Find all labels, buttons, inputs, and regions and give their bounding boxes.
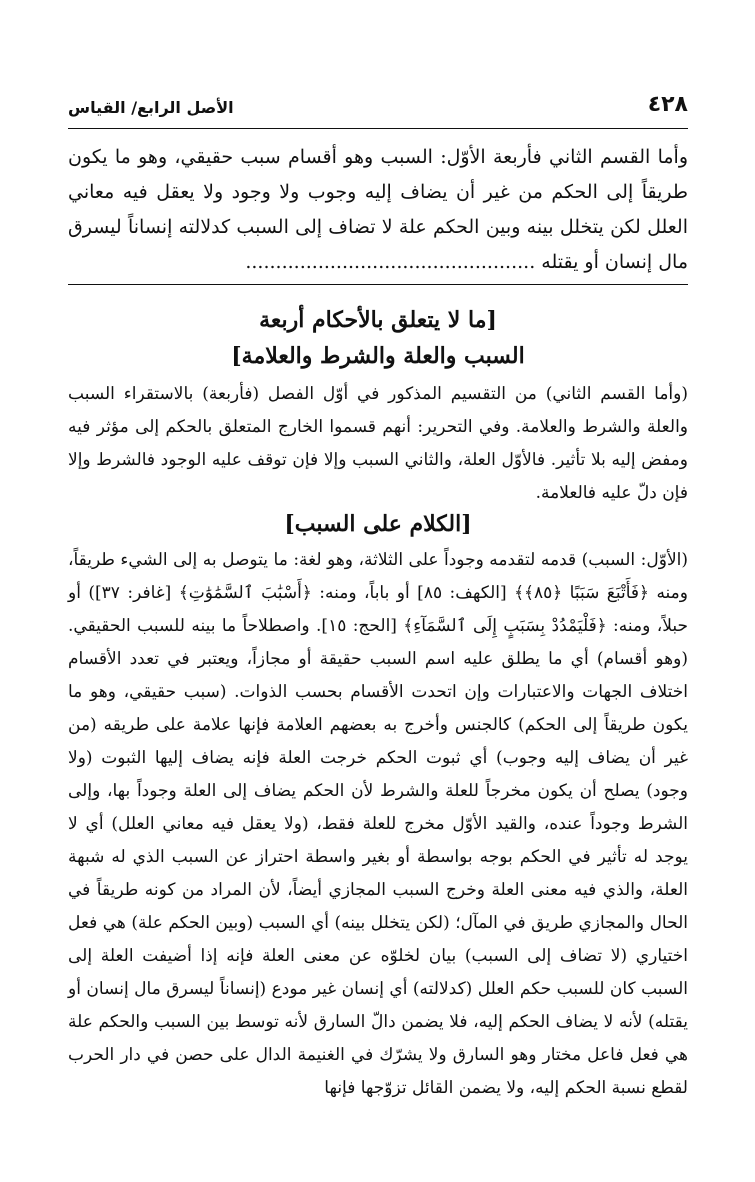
page-number: ٤٢٨: [647, 92, 688, 117]
commentary-paragraph-2: (الأوّل: السبب) قدمه لتقدمه وجوداً على الثلاثة، وهو لغة: ما يتوصل به إلى الشيء طريقاً، ومنه ﴿فَأَتْبَعَ سَبَبًا ﴿٨٥﴾﴾ [الكهف: ٨٥] أو باباً، ومنه: ﴿أَسْبَٰبَ ٱلسَّمَٰوَٰتِ﴾ [غافر: ٣٧]) أو حبلاً، ومنه: ﴿فَلْيَمْدُدْ بِسَبَبٍ إِلَى ٱلسَّمَآءِ﴾ [الحج: ١٥]. واصطلاحاً ما بينه للسبب الحقيقي. (وهو أقسام) أي ما يطلق عليه اسم السبب حقيقة أو مجازاً، ويعتبر في تعدد الأقسام اختلاف الجهات والاعتبارات وإن اتحدت الأقسام بحسب الذوات. (سبب حقيقي، وهو ما يكون طريقاً إلى الحكم) كالجنس وأخرج به بعضهم العلامة فإنها علامة على طريقه (من غير أن يضاف إليه وجوب) أي ثبوت الحكم خرجت العلة فإنه يضاف إليها الثبوت (ولا وجود) يصلح أن يكون مخرجاً للعلة والشرط لأن الحكم يضاف إلى العلة وجوداً بها، وإلى الشرط وجوداً عنده، والقيد الأوّل مخرج للعلة فقط، (ولا يعقل فيه معاني العلل) أي لا يوجد له تأثير في الحكم بوجه بواسطة أو بغير واسطة احتراز عن السبب الذي له شبهة العلة، والذي فيه معنى العلة وخرج السبب المجازي أيضاً، لأن المراد من كونه طريقاً في الحال والمجازي طريق في المآل؛ (لكن يتخلل بينه) أي السبب (وبين الحكم علة) هي فعل اختياري (لا تضاف إلى السبب) بيان لخلوّه عن معنى العلة فإنه إذا أضيفت العلة إلى السبب كان للسبب حكم العلل (كدلالته) أي إنسان غير مودع (إنساناً ليسرق مال إنسان أو يقتله) لأنه لا يضاف الحكم إليه، فلا يضمن دالّ السارق لأنه توسط بين السبب والحكم علة هي فعل فاعل مختار وهو السارق ولا يشرّك في الغنيمة الدال على حصن في دار الحرب لقطع نسبة الحكم إليه، ولا يضمن القائل تزوّجها فإنها: [68, 550, 688, 1098]
section-divider: [68, 284, 688, 287]
commentary-paragraph-1: (وأما القسم الثاني) من التقسيم المذكور في أوّل الفصل (فأربعة) بالاستقراء السبب والعلة والشرط والعلامة. وفي التحرير: أنهم قسموا الخارج المتعلق بالحكم إلى مؤثر فيه ومفض إليه بلا تأثير. فالأوّل العلة، والثاني السبب وإلا فإن توقف عليه الوجود فالشرط وإلا فإن دلّ عليه فالعلامة.: [68, 384, 688, 503]
matn-text: وأما القسم الثاني فأربعة الأوّل: السبب وهو أقسام سبب حقيقي، وهو ما يكون طريقاً إلى الحكم من غير أن يضاف إليه وجوب ولا وجود ولا يعقل فيه معاني العلل لكن يتخلل بينه وبين الحكم علة لا تضاف إلى السبب كدلالته إنساناً ليسرق مال إنسان أو يقتله ................................................: [68, 146, 688, 273]
running-title: الأصل الرابع/ القياس: [68, 98, 234, 117]
subsection-heading: [الكلام على السبب]: [284, 511, 472, 537]
section-heading-line1: [ما لا يتعلق بالأحكام أربعة: [259, 307, 497, 333]
section-heading-line2: السبب والعلة والشرط والعلامة]: [231, 343, 525, 369]
page-header: [68, 88, 688, 129]
